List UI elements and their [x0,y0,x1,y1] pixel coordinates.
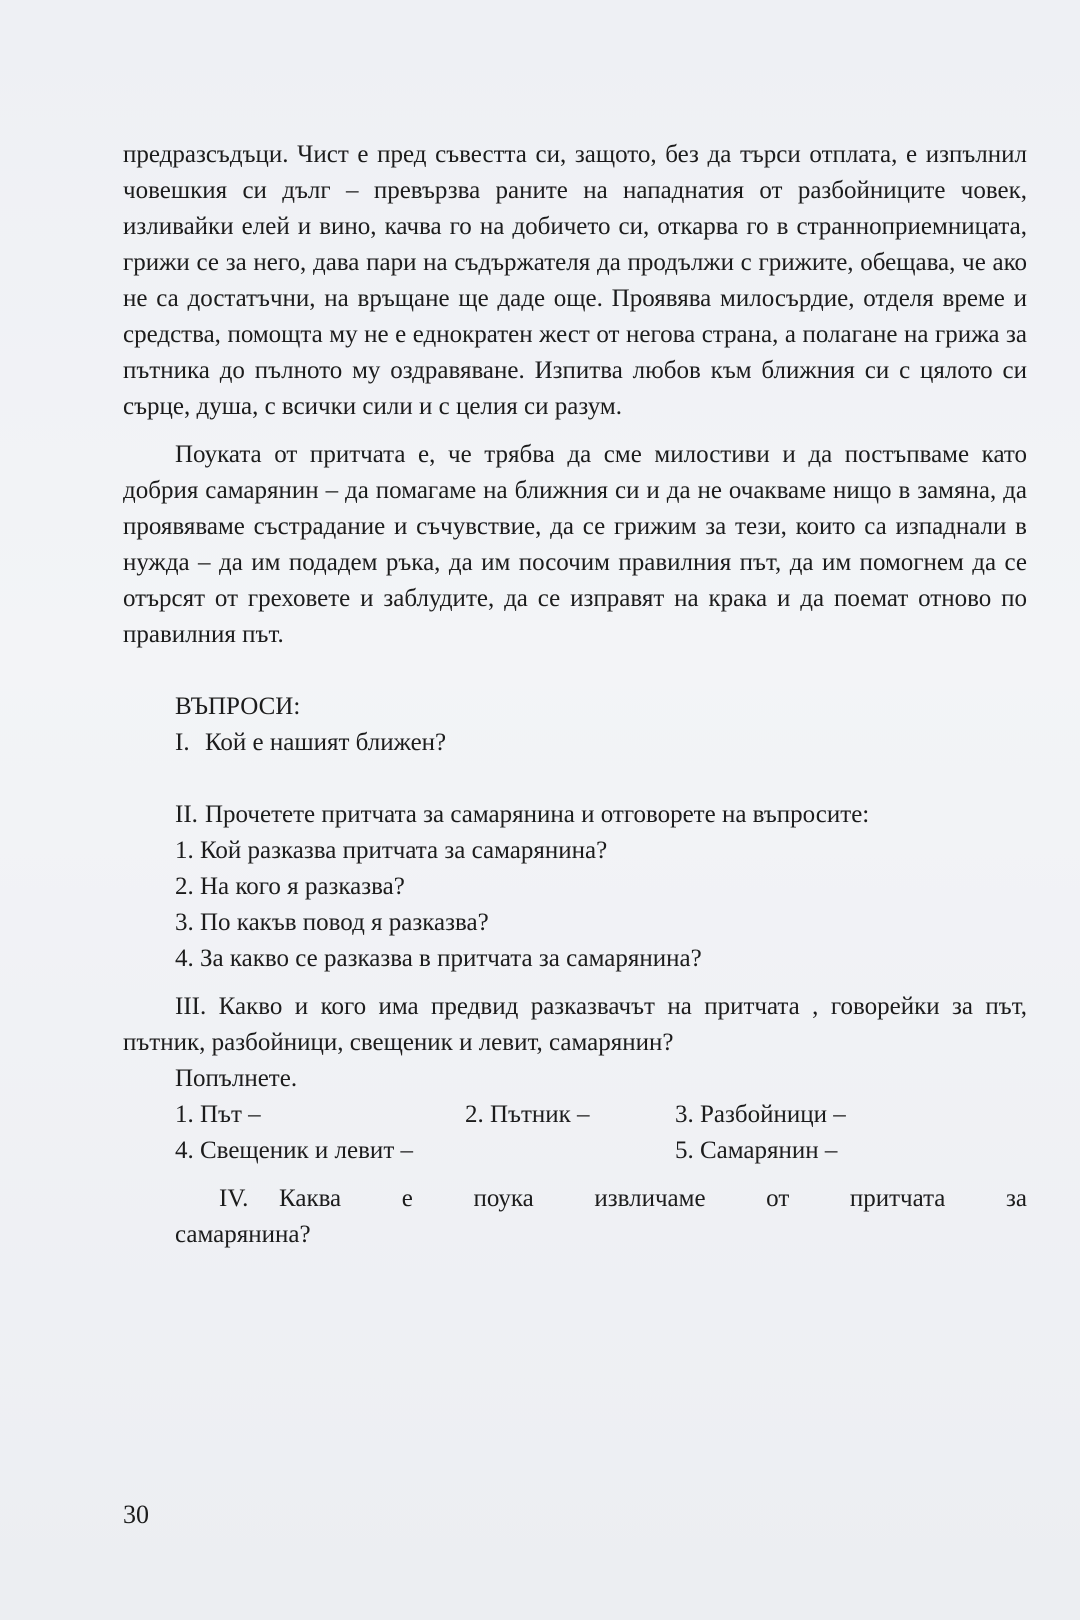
question-4-text-line1: Каква е поука извличаме от притчата за [279,1185,1027,1212]
list-item: 3. По какъв повод я разказва? [175,909,489,936]
text-block [123,137,1027,1253]
fill-row-2 [123,1133,1027,1169]
fill-item-traveler: 2. Пътник – [465,1101,590,1128]
question-2 [123,797,1027,833]
question-1 [123,725,1027,761]
question-3 [123,989,1027,1061]
question-3-text: III. Какво и кого има предвид разказвачът на притчата , говорейки за път, пътник, разбойници, свещеник и левит, самарянин? [123,993,1027,1056]
fill-item-path: 1. Път – [175,1101,261,1128]
question-2-text: Прочетете притчата за самарянина и отговорете на въпросите: [205,801,870,828]
fill-row-1 [123,1097,1027,1133]
question-1-text: Кой е нашият ближен? [205,729,447,756]
list-item: 1. Кой разказва притчата за самарянина? [175,837,608,864]
page-number: 30 [123,1500,149,1529]
question-1-number: I. [175,729,190,756]
fill-label: Попълнете. [175,1065,298,1092]
questions-heading: ВЪПРОСИ: [175,693,301,720]
list-item: 4. За какво се разказва в притчата за самарянина? [175,945,702,972]
question-2-list [123,833,1027,977]
list-item: 2. На кого я разказва? [175,873,405,900]
fill-item-robbers: 3. Разбойници – [675,1101,846,1128]
question-4-number: IV. [219,1185,249,1212]
question-4-text-line2: самарянина? [175,1221,311,1248]
question-2-number: II. [175,801,198,828]
paragraph-2 [123,437,1027,653]
fill-item-priest-levite: 4. Свещеник и левит – [175,1137,413,1164]
paragraph-1: предразсъдъци. Чист е пред съвестта си, защото, без да търси отплата, е изпълнил човешкия си дълг – превързва раните на нападнатия от разбойниците човек, изливайки елей и вино, качва го на добичето си, откарва го в странноприемницата, грижи се за него, дава пари на съдържателя да продължи с грижите, обещава, че ако не са достатъчни, на връщане ще даде още. Проявява милосърдие, отделя време и средства, помощта му не е еднократен жест от негова страна, а полагане на грижа за пътника до пълното му оздравяване. Изпитва любов към ближния си с цялото си сърце, душа, с всички сили и с целия си разум. [123,141,1027,420]
paragraph-2-text: Поуката от притчата е, че трябва да сме милостиви и да постъпваме като добрия самарянин – да помагаме на ближния си и да не очакваме нищо в замяна, да проявяваме състрадание и съчувствие, да се грижим за тези, които са изпаднали в нужда – да им подадем ръка, да им посочим правилния път, да им помогнем да се отърсят от греховете и заблудите, да се изправят на крака и да поемат отново по правилния път. [123,441,1027,648]
fill-item-samaritan: 5. Самарянин – [675,1137,838,1164]
question-4 [123,1181,1027,1217]
